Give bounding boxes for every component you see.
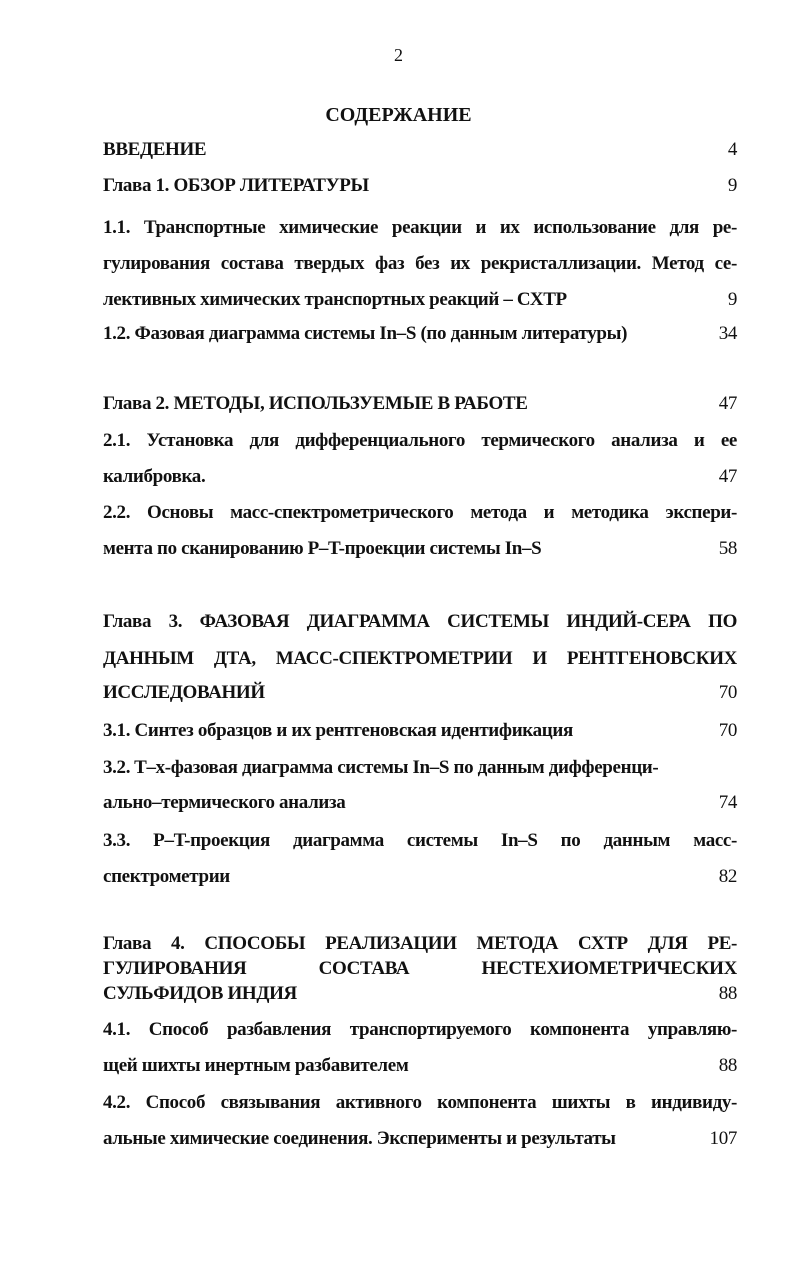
toc-line: [103, 1127, 737, 1151]
toc-entry-text: альные химические соединения. Эксперименты и результаты: [103, 1128, 616, 1149]
toc-line: [103, 756, 737, 780]
page-title: СОДЕРЖАНИЕ: [325, 104, 472, 126]
toc-page-number: 88: [713, 1054, 737, 1078]
toc-entry-text: 1.2. Фазовая диаграмма системы In–S (по данным литературы): [103, 323, 628, 344]
toc-entry-text: Глава 3. ФАЗОВАЯ ДИАГРАММА СИСТЕМЫ ИНДИЙ-СЕРА ПО: [103, 611, 737, 632]
toc-entry-text: ГУЛИРОВАНИЯ СОСТАВА НЕСТЕХИОМЕТРИЧЕСКИХ: [103, 958, 737, 979]
toc-line: [103, 537, 737, 561]
toc-entry-text: 4.1. Способ разбавления транспортируемого компонента управляю-: [103, 1019, 737, 1040]
toc-line: [103, 252, 737, 276]
toc-page-number: 47: [713, 465, 737, 489]
toc-entry-text: Глава 2. МЕТОДЫ, ИСПОЛЬЗУЕМЫЕ В РАБОТЕ: [103, 393, 528, 414]
toc-page-number: 70: [713, 719, 737, 743]
toc-line: [103, 957, 737, 981]
toc-entry-text: 2.2. Основы масс-спектрометрического метода и методика экспери-: [103, 502, 737, 523]
toc-page-number: 34: [713, 322, 737, 346]
toc-line: [103, 216, 737, 240]
toc-page-number: 107: [704, 1127, 737, 1151]
toc-page-number: 4: [722, 138, 737, 162]
toc-line: [103, 791, 737, 815]
toc-line: [103, 322, 737, 346]
toc-line: [103, 288, 737, 312]
toc-line: [103, 647, 737, 671]
toc-entry-text: СУЛЬФИДОВ ИНДИЯ: [103, 983, 297, 1004]
toc-entry-text: гулирования состава твердых фаз без их рекристаллизации. Метод се-: [103, 253, 737, 274]
toc-line: [103, 429, 737, 453]
toc-page-number: 70: [713, 681, 737, 705]
toc-page-number: 9: [722, 288, 737, 312]
toc-page-number: 9: [722, 174, 737, 198]
toc-page-number: 82: [713, 865, 737, 889]
toc-line: [103, 1091, 737, 1115]
toc-entry-text: мента по сканированию P–T-проекции системы In–S: [103, 538, 542, 559]
toc-entry-text: лективных химических транспортных реакций – СХТР: [103, 289, 567, 310]
toc-line: [103, 932, 737, 956]
toc-entry-text: калибровка.: [103, 466, 206, 487]
toc-entry-text: 1.1. Транспортные химические реакции и их использование для ре-: [103, 217, 737, 238]
toc-line: [103, 392, 737, 416]
toc-entry-text: Глава 1. ОБЗОР ЛИТЕРАТУРЫ: [103, 175, 369, 196]
toc-line: [103, 719, 737, 743]
toc-line: [103, 1054, 737, 1078]
toc-line: [103, 865, 737, 889]
toc-line: [103, 982, 737, 1006]
toc-entry-text: щей шихты инертным разбавителем: [103, 1055, 409, 1076]
toc-page-number: 47: [713, 392, 737, 416]
toc-line: [103, 610, 737, 634]
toc-entry-text: спектрометрии: [103, 866, 230, 887]
toc-page-number: 88: [713, 982, 737, 1006]
toc-line: [103, 465, 737, 489]
toc-entry-text: ально–термического анализа: [103, 792, 346, 813]
toc-page-number: 58: [713, 537, 737, 561]
toc-line: [103, 501, 737, 525]
toc-entry-text: ИССЛЕДОВАНИЙ: [103, 682, 265, 703]
toc-entry-text: Глава 4. СПОСОБЫ РЕАЛИЗАЦИИ МЕТОДА СХТР ДЛЯ РЕ-: [103, 933, 737, 954]
toc-line: [103, 681, 737, 705]
toc-line: [103, 1018, 737, 1042]
toc-entry-text: ВВЕДЕНИЕ: [103, 139, 207, 160]
toc-entry-text: 3.2. T–x-фазовая диаграмма системы In–S по данным дифференци-: [103, 757, 659, 778]
toc-entry-text: ДАННЫМ ДТА, МАСС-СПЕКТРОМЕТРИИ И РЕНТГЕНОВСКИХ: [103, 648, 737, 669]
page-number: 2: [394, 45, 403, 65]
toc-entry-text: 4.2. Способ связывания активного компонента шихты в индивиду-: [103, 1092, 737, 1113]
toc-line: [103, 138, 737, 162]
toc-line: [103, 829, 737, 853]
toc-page-number: 74: [713, 791, 737, 815]
toc-line: [103, 174, 737, 198]
toc-entry-text: 3.1. Синтез образцов и их рентгеновская идентификация: [103, 720, 573, 741]
toc-entry-text: 3.3. P–T-проекция диаграмма системы In–S по данным масс-: [103, 830, 737, 851]
toc-entry-text: 2.1. Установка для дифференциального термического анализа и ее: [103, 430, 737, 451]
